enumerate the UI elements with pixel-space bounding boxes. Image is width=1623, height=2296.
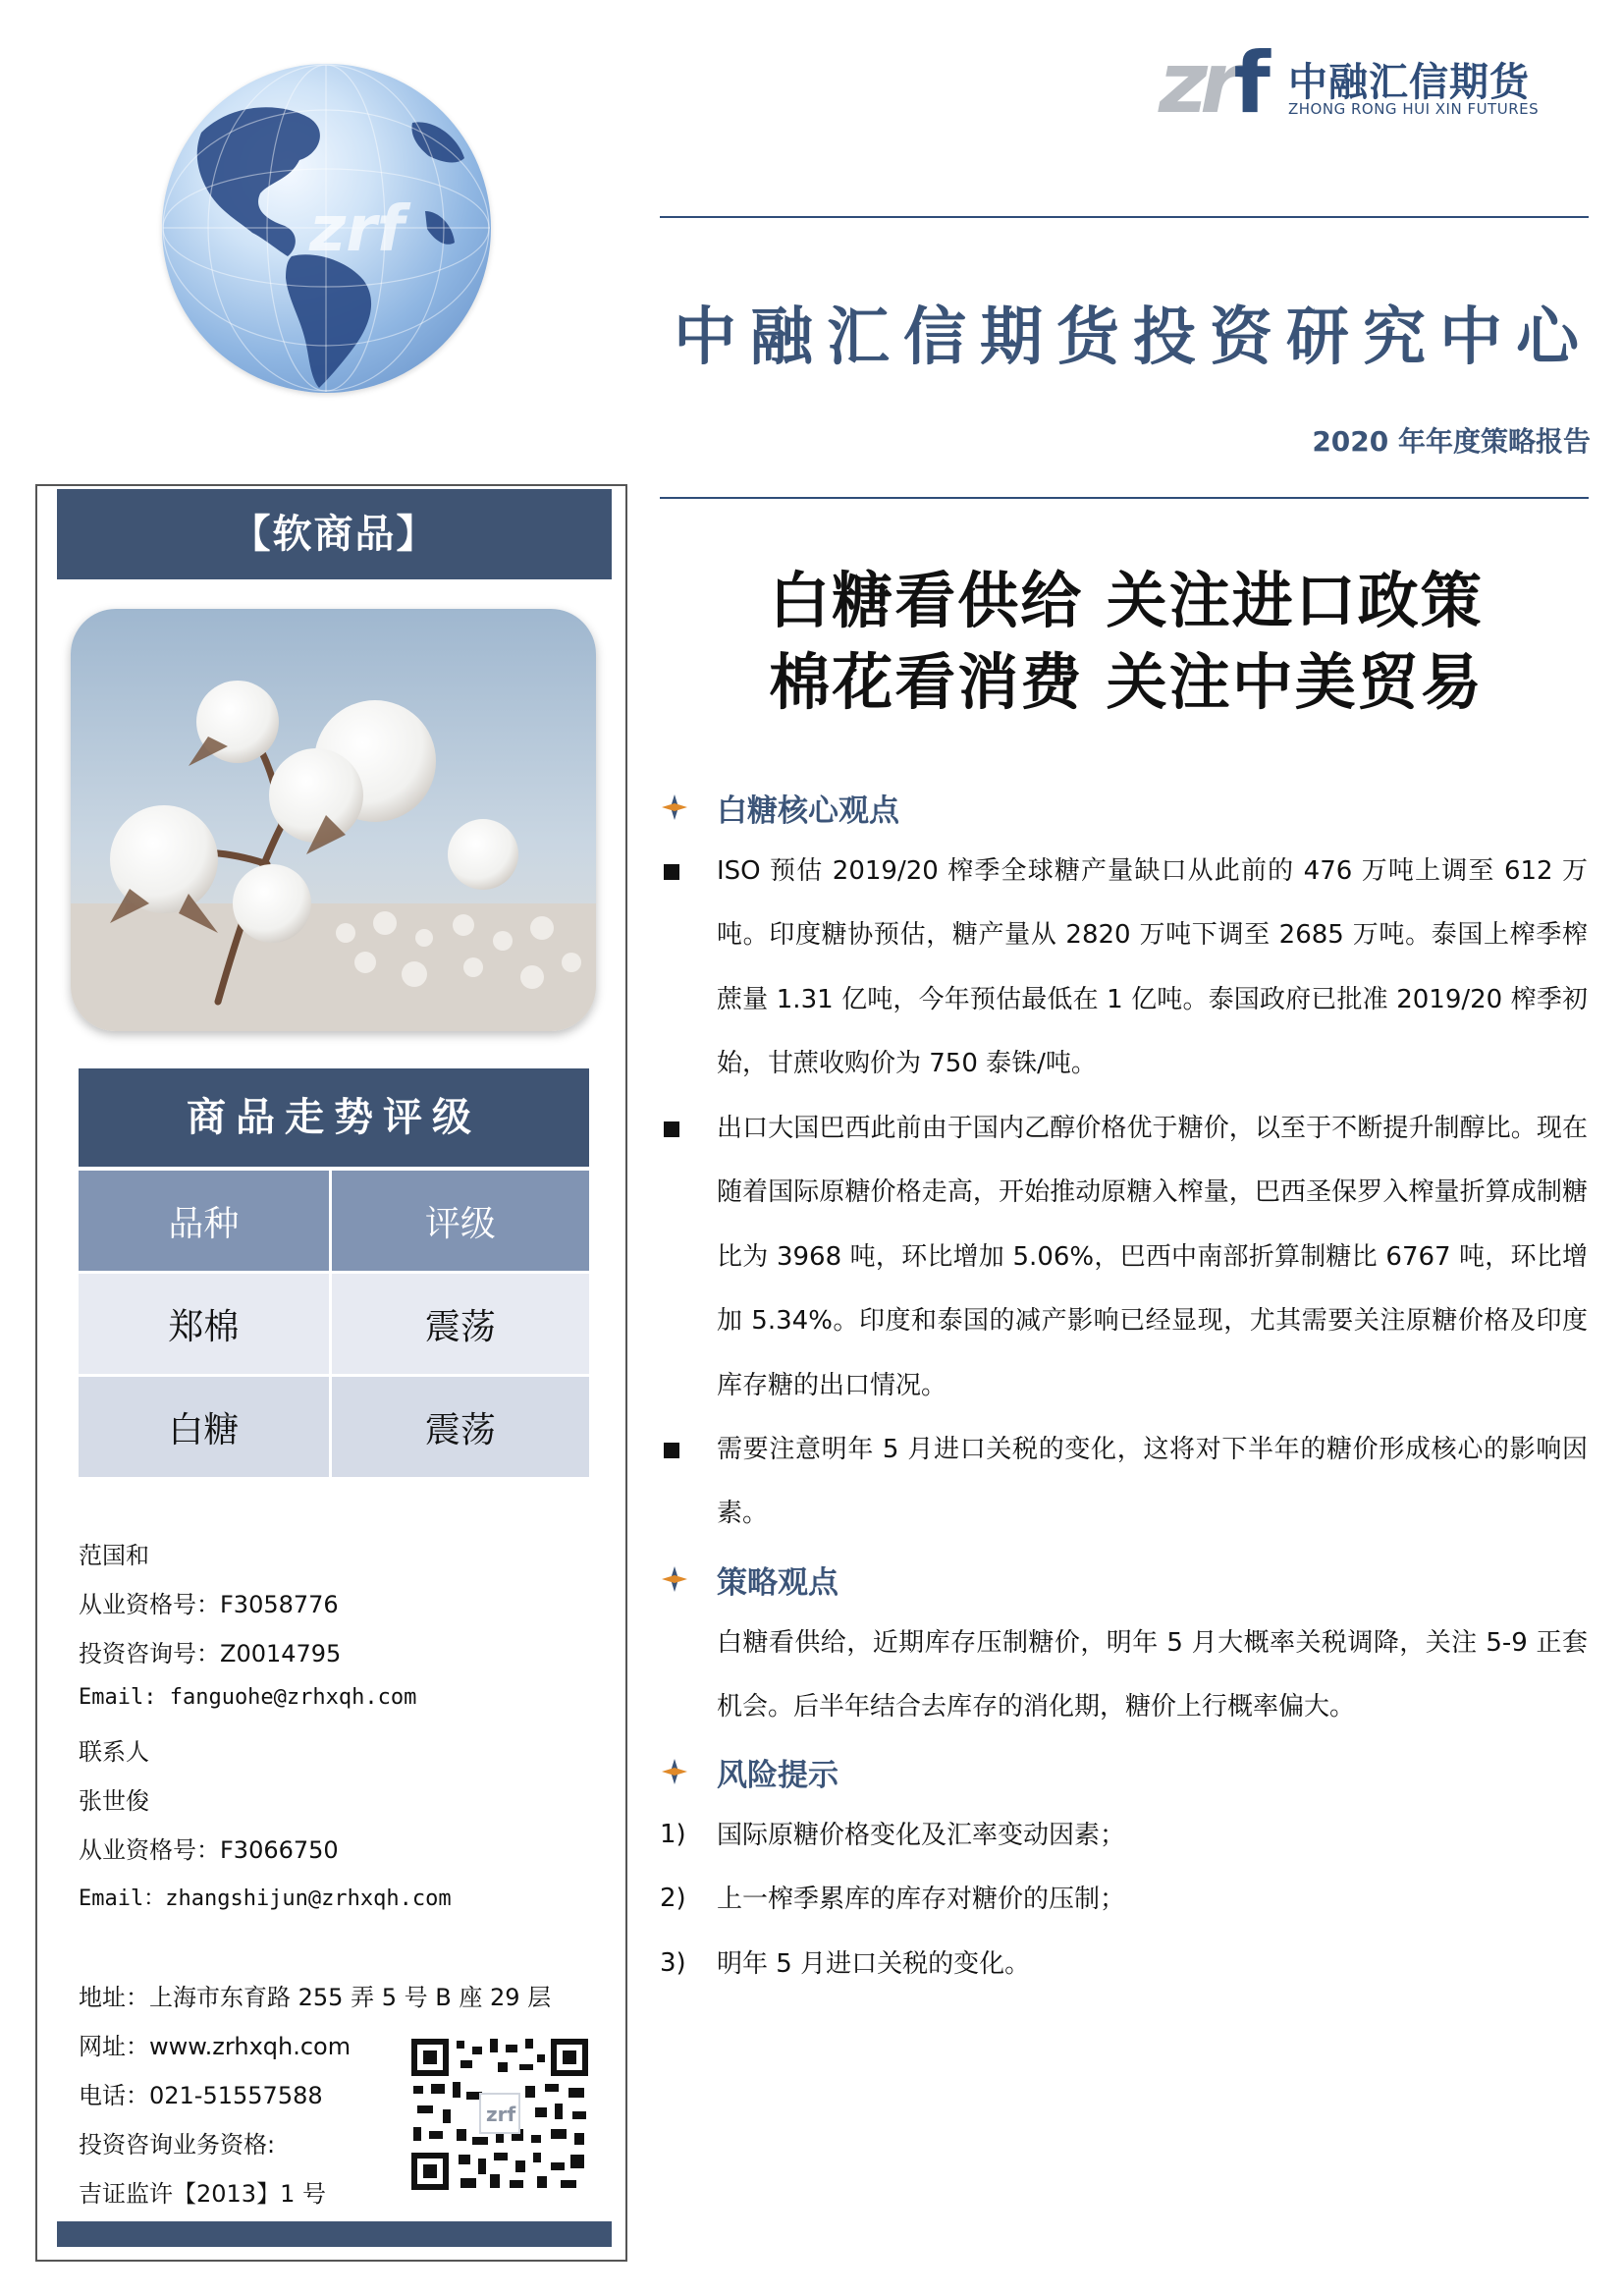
strategy-text: 白糖看供给，近期库存压制糖价，明年 5 月大概率关税调降，关注 5-9 正套机会。后半年结合去库存的消化期，糖价上行概率偏大。 bbox=[717, 1628, 1588, 1722]
top-divider bbox=[660, 216, 1589, 218]
contact-license: 从业资格号：F3066750 bbox=[79, 1836, 339, 1864]
risk-item-number: 3) bbox=[660, 1948, 686, 1978]
sidebar-footer-bar bbox=[57, 2221, 612, 2247]
table-row bbox=[79, 1271, 589, 1374]
research-center-title: 中融汇信期货投资研究中心 bbox=[674, 301, 1593, 374]
globe-logo-image bbox=[162, 64, 491, 393]
core-point-3: 需要注意明年 5 月进口关税的变化，这将对下半年的糖价形成核心的影响因素。 bbox=[717, 1435, 1588, 1529]
core-point-1: ISO 预估 2019/20 榨季全球糖产量缺口从此前的 476 万吨上调至 612 万吨。印度糖协预估，糖产量从 2820 万吨下调至 2685 万吨。泰国上榨季榨蔗量 1.31 亿吨，今年预估最低在 1 亿吨。泰国政府已批准 2019/20 榨季初始，甘蔗收购价为 750 泰铢/吨。 bbox=[717, 856, 1588, 1079]
column-header-variety: 品种 bbox=[79, 1171, 329, 1271]
qr-center-logo: zrf bbox=[486, 2103, 516, 2126]
headline-line-1: 白糖看供给 关注进口政策 bbox=[769, 565, 1484, 636]
square-bullet-icon bbox=[664, 1443, 679, 1458]
contact-label: 联系人 bbox=[79, 1738, 149, 1766]
diamond-bullet-icon bbox=[660, 1757, 689, 1786]
globe-map-graphic bbox=[162, 64, 491, 393]
header-divider bbox=[660, 497, 1589, 499]
cell-variety: 郑棉 bbox=[79, 1271, 329, 1374]
company-name-en: ZHONG RONG HUI XIN FUTURES bbox=[1288, 100, 1540, 118]
logo-mark bbox=[1159, 34, 1263, 133]
table-row bbox=[79, 1374, 589, 1477]
company-address: 地址：上海市东育路 255 弄 5 号 B 座 29 层 bbox=[79, 1984, 552, 2011]
risk-item-number: 2) bbox=[660, 1884, 686, 1913]
diamond-bullet-icon bbox=[660, 1564, 689, 1594]
company-phone: 电话：021-51557588 bbox=[79, 2082, 323, 2109]
contact-email-link[interactable]: Email：zhangshijun@zrhxqh.com bbox=[79, 1886, 452, 1911]
rating-table-header bbox=[79, 1171, 589, 1271]
qr-code-graphic bbox=[407, 2035, 592, 2194]
analyst-email-link[interactable]: Email: fanguohe@zrhxqh.com bbox=[79, 1685, 417, 1710]
headline-line-2: 棉花看消费 关注中美贸易 bbox=[769, 646, 1484, 718]
analyst-advisory-id: 投资咨询号：Z0014795 bbox=[79, 1640, 342, 1667]
analyst-license: 从业资格号：F3058776 bbox=[79, 1591, 339, 1618]
core-point-2: 出口大国巴西此前由于国内乙醇价格优于糖价，以至于不断提升制醇比。现在随着国际原糖价格走高，开始推动原糖入榨量，巴西圣保罗入榨量折算成制糖比为 3968 吨，环比增加 5.06%，巴西中南部折算制糖比 6767 吨，环比增加 5.34%。印度和泰国的减产影响已经显现，尤其需要关注原糖价格及印度库存糖的出口情况。 bbox=[717, 1114, 1588, 1400]
risk-item-number: 1) bbox=[660, 1820, 686, 1849]
report-type: 2020 年年度策略报告 bbox=[1312, 425, 1591, 458]
risk-item-text: 明年 5 月进口关税的变化。 bbox=[717, 1949, 1031, 1979]
rating-title: 商品走势评级 bbox=[79, 1068, 589, 1167]
company-website-link[interactable]: 网址：www.zrhxqh.com bbox=[79, 2033, 352, 2060]
cell-rating: 震荡 bbox=[329, 1374, 589, 1477]
cotton-photo bbox=[71, 609, 596, 1031]
diamond-bullet-icon bbox=[660, 793, 689, 822]
column-header-rating: 评级 bbox=[329, 1171, 589, 1271]
logo-mark-zr: zr bbox=[1159, 34, 1234, 133]
company-name-cn: 中融汇信期货 bbox=[1288, 60, 1530, 105]
qr-code-icon[interactable] bbox=[407, 2035, 592, 2194]
risk-item-text: 上一榨季累库的库存对糖价的压制； bbox=[717, 1885, 1126, 1914]
risk-item-text: 国际原糖价格变化及汇率变动因素； bbox=[717, 1821, 1126, 1850]
risk-title: 风险提示 bbox=[717, 1758, 839, 1793]
cell-variety: 白糖 bbox=[79, 1374, 329, 1477]
square-bullet-icon bbox=[664, 1121, 679, 1137]
logo-mark-f: f bbox=[1233, 34, 1263, 133]
license-label: 投资咨询业务资格: bbox=[79, 2131, 276, 2159]
square-bullet-icon bbox=[664, 864, 679, 880]
company-logo bbox=[1159, 34, 1551, 133]
cotton-illustration bbox=[71, 609, 596, 1031]
globe-watermark: zrf bbox=[309, 193, 405, 266]
rating-table bbox=[79, 1171, 589, 1477]
core-view-title: 白糖核心观点 bbox=[717, 793, 899, 829]
contact-name: 张世俊 bbox=[79, 1787, 149, 1815]
cell-rating: 震荡 bbox=[329, 1271, 589, 1374]
license-number: 吉证监许【2013】1 号 bbox=[79, 2180, 326, 2208]
analyst-name: 范国和 bbox=[79, 1542, 149, 1569]
strategy-title: 策略观点 bbox=[717, 1565, 839, 1601]
category-header: 【软商品】 bbox=[57, 489, 612, 579]
